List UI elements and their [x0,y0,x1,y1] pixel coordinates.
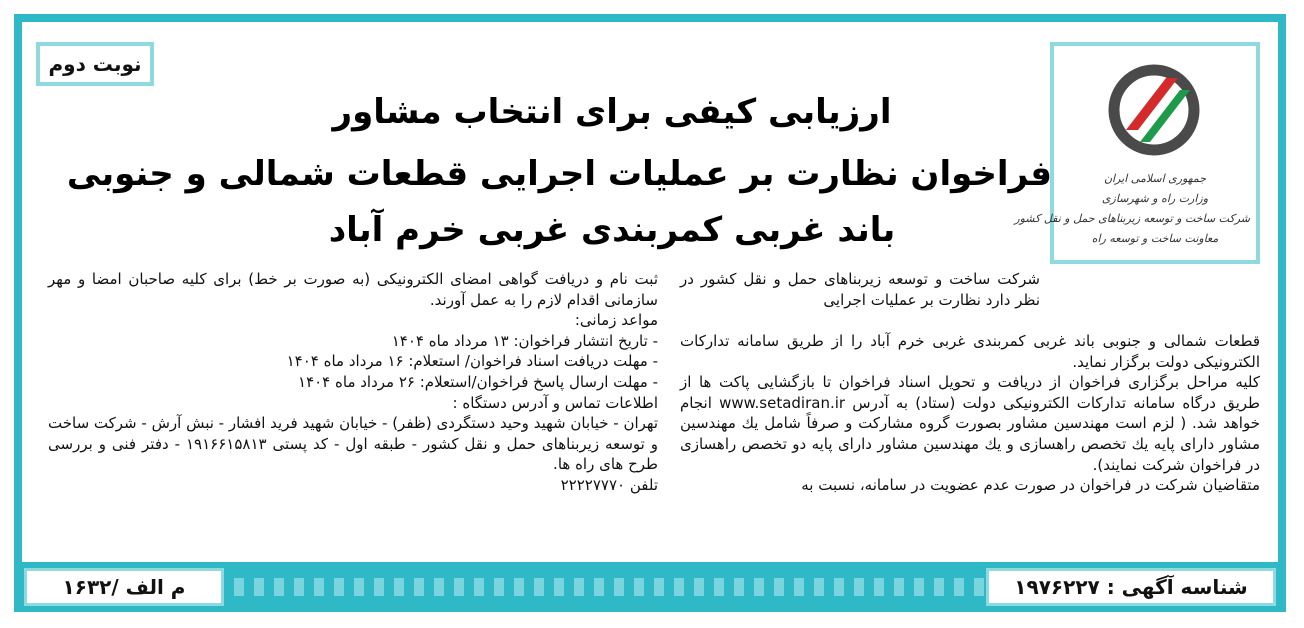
schedule-item: - مهلت دریافت اسناد فراخوان/ استعلام: ۱۶ مرداد ماه ۱۴۰۴ [286,352,658,371]
schedule-title: مواعد زمانی: [574,311,658,330]
round-badge: نوبت دوم [36,42,154,86]
contact-title: اطلاعات تماس و آدرس دستگاه : [452,393,658,412]
paragraph-1: قطعات شمالی و جنوبی باند غربی کمربندی غربی خرم آباد را از طریق سامانه تدارکات الکترونیکی دولت برگزار نماید. [680,332,1260,371]
org-line-3: شرکت ساخت و توسعه زیربناهای حمل و نقل کشور [1014,212,1250,225]
ad-id: شناسه آگهی : ۱۹۷۶۲۲۷ [986,568,1276,606]
ad-body [22,22,1278,562]
reference-number: م الف /۱۶۳۲ [24,568,224,606]
paragraph-2-end: انجام خواهد شد. ( لزم است مهندسین مشاور بصورت گروه مشارکت و صرفاً شامل یك مهندسین مشاور دارای پایه یك تخصص راهسازی و یك مهندسین مشاور دارای پایه دو تخصص راهسازی در فراخوان شرکت نمایند). [680,393,1260,474]
headline-1: ارزیابی کیفی برای انتخاب مشاور [332,92,892,132]
org-line-2: وزارت راه و شهرسازی [1101,192,1209,205]
org-line-4: معاونت ساخت و توسعه راه [1091,232,1219,245]
footer-decoration [224,578,986,596]
paragraph-2-start: کلیه مراحل برگزاری فراخوان از دریافت و تحویل اسناد فراخوان تا بازگشایی پاکت ها از طریق درگاه سامانه تدارکات الکترونیکی دولت (ستاد) به آدرس [680,373,1260,412]
paragraph-3: متقاضیان شرکت در فراخوان در صورت عدم عضویت در سامانه، نسبت به [801,476,1260,495]
organization-logo-box [1014,42,1260,264]
right-column-body [680,331,1260,496]
address-text: تهران - خیابان شهید وحید دستگردی (ظفر) - خیابان شهید فرید افشار - نبش آرش - شرکت ساخت و توسعه زیربناهای حمل و نقل کشور - طبقه اول - کد پستی ۱۹۱۶۶۱۵۸۱۳ - دفتر فنی و بررسی طرح های راه ها. [48,414,658,474]
setadiran-link[interactable]: www.setadiran.ir [719,393,846,412]
schedule-item: - تاریخ انتشار فراخوان: ۱۳ مرداد ماه ۱۴۰۴ [391,331,658,350]
schedule-item: - مهلت ارسال پاسخ فراخوان/استعلام: ۲۶ مرداد ماه ۱۴۰۴ [298,372,658,391]
right-column-intro [680,269,1040,310]
intro-paragraph: شرکت ساخت و توسعه زیربناهای حمل و نقل کشور در نظر دارد نظارت بر عملیات اجرایی [680,270,1040,309]
left-column [48,269,658,496]
phone-text: تلفن ۲۲۲۲۷۷۷۰ [560,475,658,494]
registration-paragraph: ثبت نام و دریافت گواهی امضای الکترونیکی (به صورت بر خط) برای کلیه صاحبان امضا و مهر سازمانی اقدام لازم را به عمل آورند. [48,270,658,309]
org-line-1: جمهوری اسلامی ایران [1103,172,1207,185]
organization-logo-icon [1104,60,1204,160]
tender-advertisement [14,14,1286,612]
headline-2: فراخوان نظارت بر عملیات اجرایی قطعات شمالی و جنوبی [66,154,1052,194]
headline-3: باند غربی کمربندی غربی خرم آباد [328,210,896,250]
paragraph-2 [680,372,1260,475]
ad-footer [24,568,1276,606]
